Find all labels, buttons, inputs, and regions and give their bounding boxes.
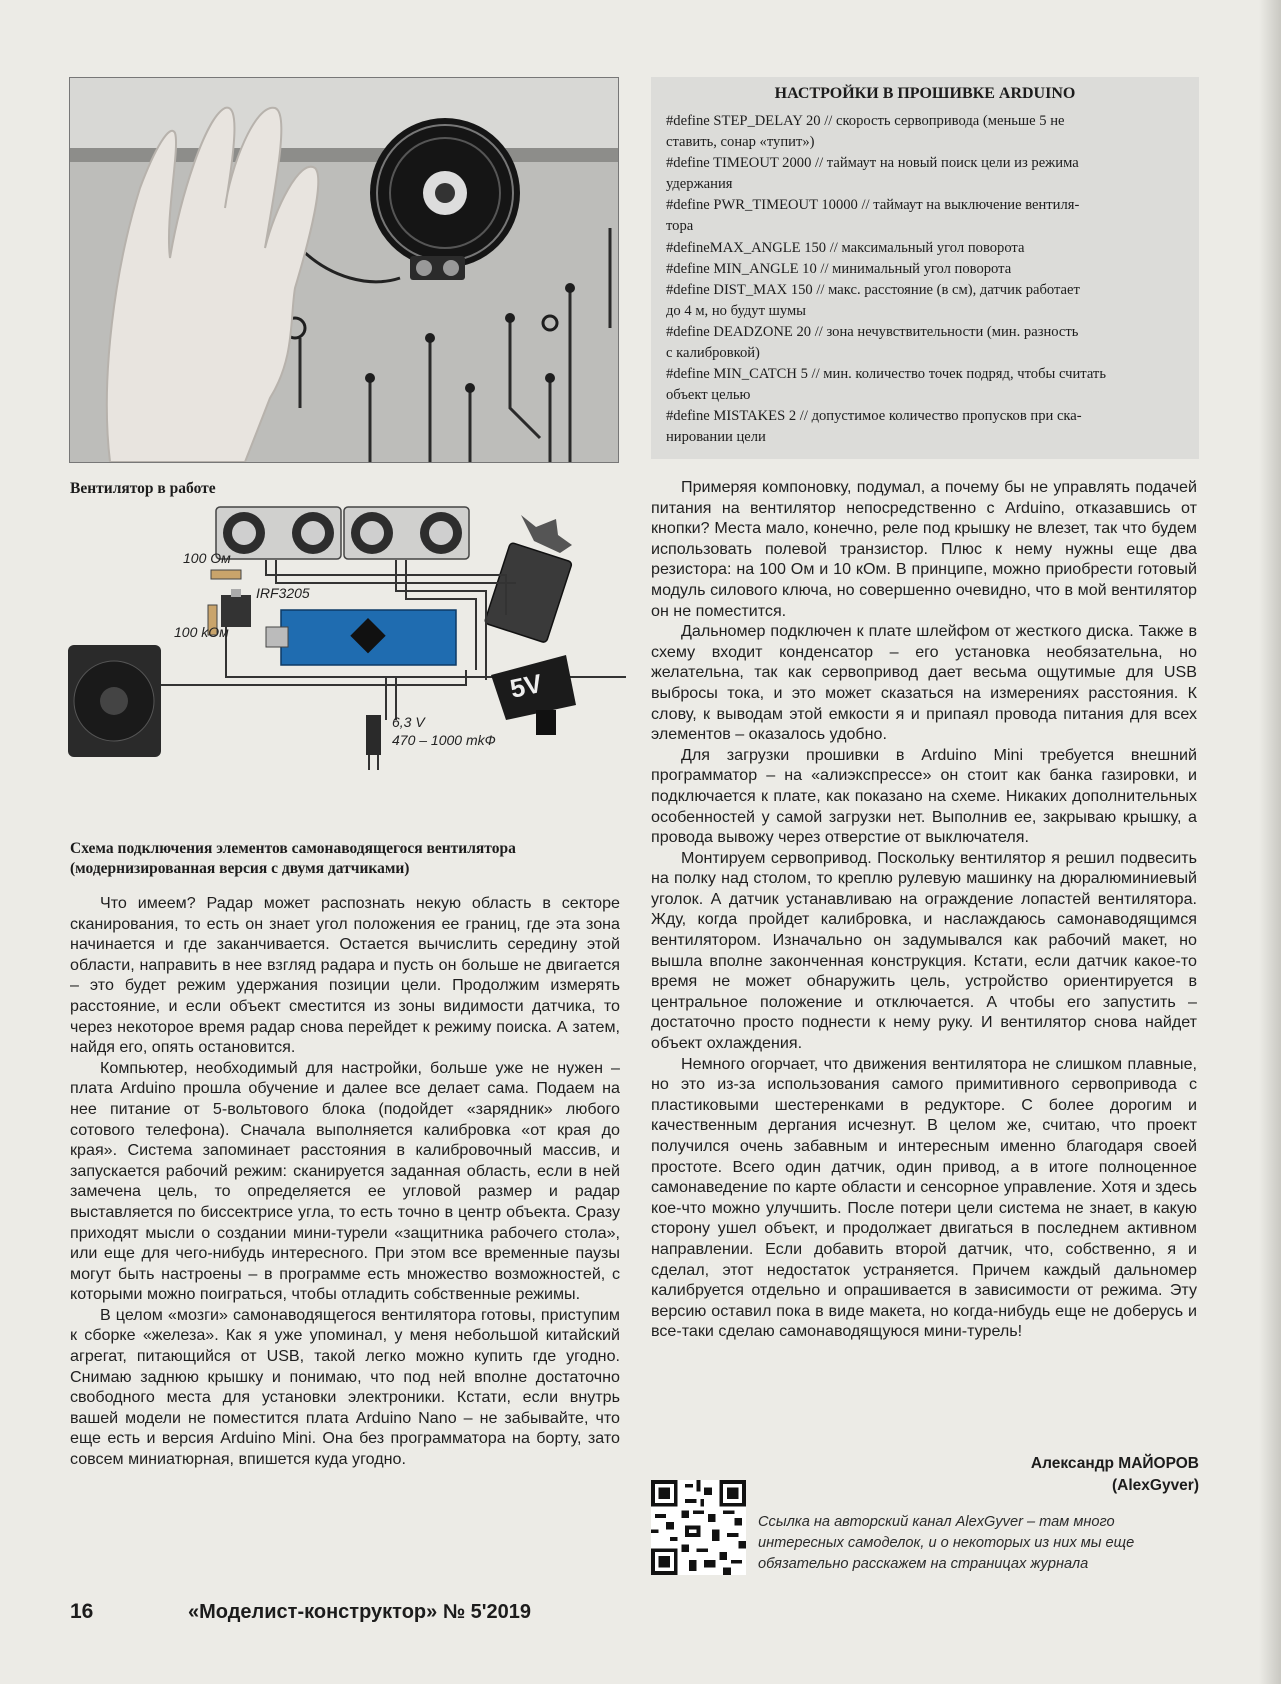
qr-code-pattern — [651, 1480, 746, 1575]
settings-code-lines — [666, 111, 1188, 449]
settings-line: тора — [666, 218, 694, 235]
fan-photo-drawing — [70, 78, 618, 462]
paragraph: Примеряя компоновку, подумал, а почему бы не управлять подачей питания на вентилятор непосредственно с Arduino, отказавшись от кнопки? Места мало, конечно, реле под крышку не влезет, так что будем использовать полевой транзистор. Плюс к нему нужны еще два резистора: на 100 Ом и 10 кОм. В принципе, можно приобрести готовый модуль силового ключа, но совершенно очевидно, что в мой вентилятор он не поместится. — [651, 478, 1197, 620]
settings-title: НАСТРОЙКИ В ПРОШИВКЕ ARDUINO — [774, 85, 1076, 102]
pc-fan — [68, 645, 161, 757]
author-name: Александр МАЙОРОВ — [1030, 1455, 1199, 1472]
settings-line: #define MIN_ANGLE 10 // минимальный угол поворота — [666, 260, 1012, 277]
settings-line: #define STEP_DELAY 20 // скорость сервопривода (меньше 5 не — [666, 113, 1065, 129]
page-number: 16 — [70, 1600, 94, 1623]
paragraph: Немного огорчает, что движения вентилятора не слишком плавные, но это из-за использования самого примитивного сервопривода с пластиковыми шестеренками в редукторе. С более дорогим и качественным дергания исчезнут. В целом же, считаю, что проект получился очень забавным и интересным именно благодаря своей простоте. Всего один датчик, один привод, а в итоге полноценное самонаведение по карте области и сенсорное управление. Хотя и здесь кое-что можно улучшить. После потери цели система не знает, в какую сторону ушел объект, и продолжает двигаться в последнем активном направлении. Если добавить второй датчик, что, собственно, я и сделал, этот недостаток устраняется. Причем каждый дальномер калибруется отдельно и опрашивается в зависимости от режима. Эту версию оставил пока в виде макета, но когда-нибудь еще не доберусь и все-таки сделаю самонаводящуюся мини-турель! — [651, 1054, 1197, 1341]
settings-line: #define TIMEOUT 2000 // таймаут на новый поиск цели из режима — [666, 155, 1079, 172]
settings-line: #define PWR_TIMEOUT 10000 // таймаут на выключение вентиля- — [666, 197, 1080, 214]
author-signature — [1031, 1453, 1199, 1497]
settings-line: ставить, сонар «тупит») — [666, 134, 815, 151]
photo-caption: Вентилятор в работе — [70, 480, 216, 497]
label-capacitance: 470 – 1000 mkФ — [392, 732, 496, 748]
fan-photo — [69, 77, 619, 463]
servo-drive — [484, 515, 572, 643]
settings-line: #define MIN_CATCH 5 // мин. количество точек подряд, чтобы считать — [666, 366, 1106, 383]
ultrasonic-sensor-left — [216, 507, 341, 559]
settings-line: нировании цели — [666, 429, 766, 446]
label-irf3205: IRF3205 — [256, 585, 310, 601]
paragraph: Монтируем сервопривод. Поскольку вентилятор я решил подвесить на полку над столом, то креплю рулевую машинку на дюралюминиевый уголок. А датчик устанавливаю на ограждение лопастей вентилятора. Жду, когда пройдет калибровка, и наслаждаюсь самонаводящимся вентилятором. Изначально он задумывался как рабочий макет, но вышла вполне законченная конструкция. Кстати, если датчик какое-то время не может обнаружить цель, устройство ориентируется в центральное положение и отключается. А чтобы его запустить – достаточно просто поднести к нему руку. И вентилятор снова найдет объект охлаждения. — [651, 848, 1197, 1053]
qr-caption: Ссылка на авторский канал AlexGyver – там много интересных самоделок, и о некоторых из них мы еще обязательно расскажем на страницах журнала — [758, 1514, 1135, 1572]
schematic-caption: Схема подключения элементов самонаводящегося вентилятора (модернизированная версия с двумя датчиками) — [70, 840, 516, 877]
settings-line: #define DIST_MAX 150 // макс. расстояние (в см), датчик работает — [666, 281, 1080, 298]
qr-code-icon[interactable] — [651, 1480, 746, 1575]
settings-line: #define DEADZONE 20 // зона нечувствительности (мин. разность — [666, 323, 1079, 340]
settings-line: удержания — [666, 176, 733, 193]
settings-line: до 4 м, но будут шумы — [666, 302, 806, 319]
settings-line: с калибровкой) — [666, 345, 760, 362]
paragraph: Для загрузки прошивки в Arduino Mini требуется внешний программатор – на «алиэкспрессе» он стоит как банка газировки, и подключается к плате, как показано на схеме. Никаких дополнительных особенностей у самой загрузки нет. Выполнив ее, закрываю крышку, а провода вывожу через отверстие от выключателя. — [651, 745, 1197, 847]
wiring-schematic — [66, 505, 626, 820]
label-6-3-v: 6,3 V — [392, 714, 425, 730]
arduino-nano-board — [266, 610, 456, 665]
paragraph: В целом «мозги» самонаводящегося вентилятора готовы, приступим к сборке «железа». Как я уже упоминал, у меня небольшой китайский агрегат, питающийся от USB, такой легко можно купить где угодно. Снимаю заднюю крышку и понимаю, что под ней вполне достаточно свободного места для установки электроники. Кстати, если внутрь вашей модели не поместится плата Arduino Nano – не забывайте, что еще есть и версия Arduino Mini. Она без программатора на борту, зато совсем миниатюрная, впишется куда угодно. — [70, 1305, 620, 1469]
magazine-issue: «Моделист-конструктор» № 5'2019 — [188, 1601, 532, 1623]
right-column-text — [651, 477, 1197, 1342]
settings-line: #define MISTAKES 2 // допустимое количество пропусков при ска- — [666, 408, 1082, 425]
scan-edge — [1259, 0, 1281, 1684]
schematic-drawing — [66, 505, 626, 820]
settings-line: #defineMAX_ANGLE 150 // максимальный угол поворота — [666, 239, 1025, 256]
label-100-om: 100 Ом — [183, 550, 231, 566]
label-5v: 5V — [507, 667, 545, 704]
capacitor — [366, 715, 381, 770]
left-column-text — [70, 893, 620, 1470]
settings-line: объект целью — [666, 387, 751, 404]
arduino-settings-box — [651, 77, 1199, 459]
paragraph: Компьютер, необходимый для настройки, больше уже не нужен – плата Arduino прошла обучение и далее все делает сама. Подаем на нее питание от 5-вольтового блока (подойдет «зарядник» любого сотового телефона). Сначала выполняется калибровка «от края до края». Система запоминает расстояния в калибровочный массив, и запускается рабочий режим: сканируется заданная область, если в ней замечена цель, то определяется ее угловой размер и радар выставляется по биссектрисе угла, то есть точно в центр объекта. Сразу приходят мысли о создании мини-турели «защитника рабочего стола», или еще для чего-нибудь интересного. При этом все временные паузы могут быть настроены – в программе есть множество возможностей, с которыми можно поиграться, чтобы отладить собственные режимы. — [70, 1058, 620, 1304]
paragraph: Дальномер подключен к плате шлейфом от жесткого диска. Также в схему входит конденсатор – его установка необязательна, но желательна, так как сервопривод дает весьма ощутимые для USB выбросы тока, и это может сказаться на измерениях расстояния. К слову, к выводам этой емкости я и припаял провода питания для всех элементов – оказалось удобно. — [651, 622, 1197, 744]
paragraph: Что имеем? Радар может распознать некую область в секторе сканирования, то есть он знает угол положения ее границ, где эта зона начинается и где заканчивается. Остается вычислить середину этой области, направить в нее взгляд радара и пусть он больше не двигается – это будет режим удержания позиции цели. Продолжим измерять расстояние, и если объект сместится из зоны видимости датчика, то через некоторое время радар снова перейдет к режиму поиска. А затем, найдя его, опять остановится. — [70, 894, 620, 1057]
author-nick: (AlexGyver) — [1111, 1477, 1199, 1494]
ultrasonic-sensor-right — [344, 507, 469, 559]
label-100-kom: 100 kОм — [174, 624, 229, 640]
